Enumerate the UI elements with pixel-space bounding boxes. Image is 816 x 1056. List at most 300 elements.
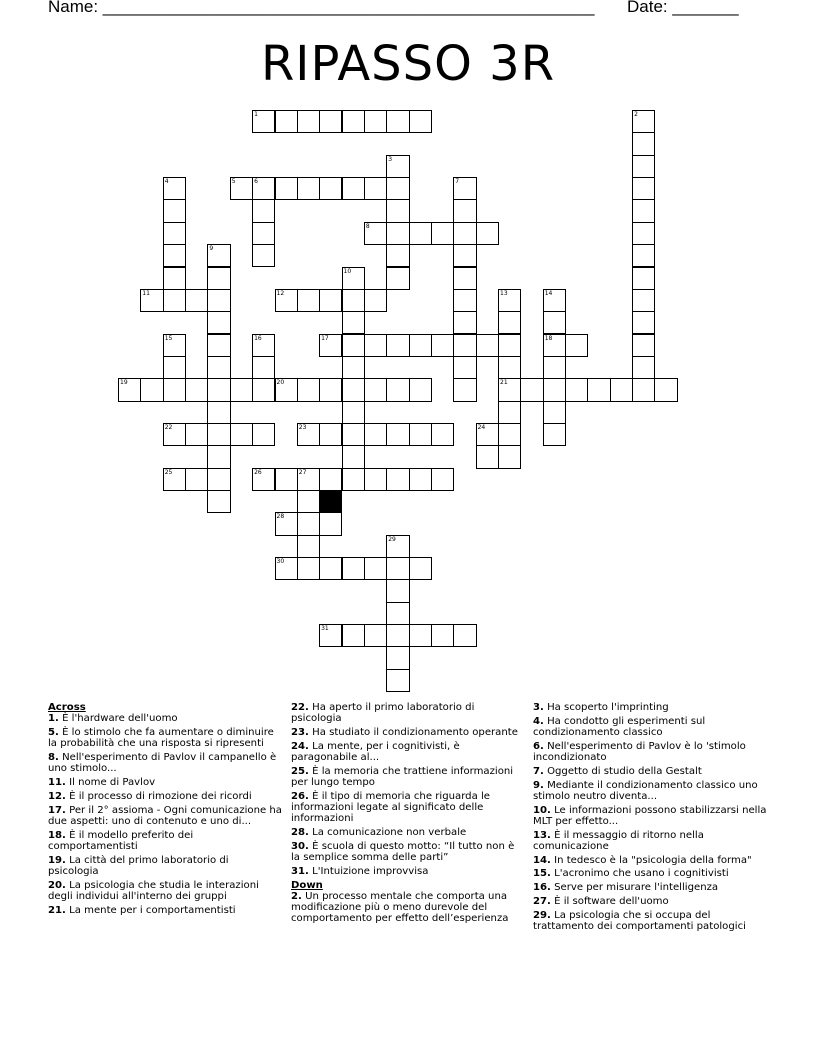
- crossword-cell[interactable]: [252, 468, 275, 491]
- crossword-cell[interactable]: [297, 423, 320, 446]
- crossword-cell[interactable]: [342, 468, 365, 491]
- clue-text: Ha aperto il primo laboratorio di psicologia: [291, 702, 475, 725]
- crossword-cell[interactable]: [587, 378, 610, 401]
- crossword-cell[interactable]: [409, 624, 432, 647]
- crossword-cell[interactable]: [453, 624, 476, 647]
- crossword-cell[interactable]: [453, 356, 476, 379]
- clue-text: Serve per misurare l'intelligenza: [554, 882, 719, 894]
- crossword-cell[interactable]: [409, 110, 432, 133]
- clue-number: 7.: [533, 765, 544, 777]
- crossword-cell[interactable]: [453, 289, 476, 312]
- crossword-cell[interactable]: [520, 378, 543, 401]
- clue-text: Ha scoperto l'imprinting: [547, 702, 669, 713]
- clue-number: 25: [164, 468, 173, 476]
- clue-text: L'Intuizione improvvisa: [312, 865, 429, 877]
- clue-number: 11.: [48, 777, 66, 788]
- clue-number: 6.: [533, 740, 544, 752]
- crossword-cell[interactable]: [342, 356, 365, 379]
- crossword-cell[interactable]: [163, 244, 186, 267]
- crossword-cell[interactable]: [297, 177, 320, 200]
- crossword-cell[interactable]: [543, 401, 566, 424]
- crossword-cell[interactable]: [543, 423, 566, 446]
- clue-item: [291, 791, 525, 825]
- crossword-cell[interactable]: [297, 512, 320, 535]
- crossword-cell[interactable]: [364, 557, 387, 580]
- crossword-cell[interactable]: [207, 468, 230, 491]
- clue-item: [48, 752, 282, 774]
- clue-item: [533, 855, 769, 866]
- clue-number: 22.: [291, 702, 309, 713]
- crossword-cell[interactable]: [364, 334, 387, 357]
- clue-number: 29: [388, 535, 396, 543]
- clue-text: È il modello preferito dei comportamentisti: [48, 829, 194, 852]
- clue-text: È lo stimolo che fa aumentare o diminuire la probabilità che una risposta si ripresenti: [48, 727, 274, 750]
- clue-text: È il processo di rimozione dei ricordi: [69, 790, 252, 802]
- crossword-cell[interactable]: [275, 468, 298, 491]
- crossword-cell[interactable]: [386, 468, 409, 491]
- crossword-cell[interactable]: [252, 222, 275, 245]
- crossword-cell[interactable]: [431, 423, 454, 446]
- crossword-cell[interactable]: [230, 423, 253, 446]
- crossword-cell[interactable]: [543, 378, 566, 401]
- clue-text: Nell'esperimento di Pavlov è lo 'stimolo incondizionato: [533, 740, 746, 763]
- crossword-cell[interactable]: [252, 378, 275, 401]
- crossword-cell[interactable]: [364, 177, 387, 200]
- crossword-cell[interactable]: [498, 334, 521, 357]
- clue-number: 19: [120, 379, 128, 387]
- crossword-cell[interactable]: [386, 624, 409, 647]
- crossword-cell[interactable]: [275, 512, 298, 535]
- crossword-cell[interactable]: [364, 289, 387, 312]
- crossword-cell[interactable]: [275, 557, 298, 580]
- crossword-cell[interactable]: [163, 177, 186, 200]
- clue-number: 28.: [291, 827, 309, 838]
- clue-text: La psicologia che si occupa del trattamento dei comportamenti patologici: [533, 909, 746, 932]
- crossword-cell[interactable]: [498, 423, 521, 446]
- crossword-cell[interactable]: [163, 423, 186, 446]
- clue-item: [291, 741, 525, 763]
- crossword-cell[interactable]: [319, 177, 342, 200]
- crossword-cell[interactable]: [543, 356, 566, 379]
- clue-number: 4: [164, 178, 169, 186]
- crossword-cell[interactable]: [386, 155, 409, 178]
- crossword-cell[interactable]: [297, 535, 320, 558]
- clue-item: [533, 716, 769, 738]
- crossword-cell[interactable]: [476, 445, 499, 468]
- clue-item: [291, 702, 525, 724]
- crossword-cell[interactable]: [163, 356, 186, 379]
- clue-item: [291, 866, 525, 877]
- clue-item: [48, 880, 282, 902]
- crossword-cell[interactable]: [543, 311, 566, 334]
- clue-item: [48, 791, 282, 802]
- clue-text: La città del primo laboratorio di psicologia: [48, 854, 229, 877]
- page-title: RIPASSO 3R: [260, 36, 556, 92]
- clue-number: 14.: [533, 854, 551, 866]
- crossword-cell[interactable]: [610, 378, 633, 401]
- crossword-cell[interactable]: [386, 199, 409, 222]
- crossword-cell[interactable]: [207, 311, 230, 334]
- crossword-cell[interactable]: [498, 378, 521, 401]
- crossword-cell[interactable]: [632, 267, 655, 290]
- crossword-cell[interactable]: [207, 334, 230, 357]
- crossword-cell[interactable]: [207, 267, 230, 290]
- clue-text: Ha condotto gli esperimenti sul condizionamento classico: [533, 715, 706, 738]
- clue-text: Oggetto di studio della Gestalt: [547, 765, 702, 777]
- crossword-cell[interactable]: [431, 222, 454, 245]
- crossword-cell[interactable]: [163, 334, 186, 357]
- clue-item: [533, 766, 769, 777]
- clue-number: 16.: [533, 882, 551, 894]
- crossword-cell[interactable]: [342, 110, 365, 133]
- crossword-cell[interactable]: [364, 624, 387, 647]
- clue-number: 8: [365, 222, 370, 230]
- crossword-cell[interactable]: [342, 177, 365, 200]
- clue-text: È il software dell'uomo: [554, 895, 669, 907]
- clue-text: Mediante il condizionamento classico uno stimolo neutro diventa...: [533, 779, 758, 802]
- crossword-cell[interactable]: [476, 334, 499, 357]
- clue-number: 20: [276, 379, 285, 387]
- crossword-cell[interactable]: [386, 557, 409, 580]
- clue-number: 1: [254, 111, 258, 118]
- clue-number: 20.: [48, 879, 66, 891]
- crossword-cell[interactable]: [498, 445, 521, 468]
- clue-item: [291, 841, 525, 863]
- clue-number: 31.: [291, 865, 309, 877]
- crossword-cell[interactable]: [297, 490, 320, 513]
- crossword-block: [319, 490, 342, 513]
- crossword-cell[interactable]: [252, 334, 275, 357]
- clue-number: 12.: [48, 790, 66, 802]
- clue-text: La comunicazione non verbale: [312, 827, 467, 838]
- crossword-cell[interactable]: [409, 334, 432, 357]
- crossword-cell[interactable]: [453, 177, 476, 200]
- crossword-cell[interactable]: [364, 423, 387, 446]
- down-heading: Down: [291, 879, 323, 891]
- crossword-cell[interactable]: [230, 177, 253, 200]
- clue-item: [533, 702, 769, 713]
- crossword-cell[interactable]: [543, 334, 566, 357]
- clue-number: 13: [500, 289, 508, 297]
- clue-number: 8.: [48, 752, 59, 763]
- crossword-cell[interactable]: [386, 110, 409, 133]
- crossword-cell[interactable]: [140, 289, 163, 312]
- crossword-cell[interactable]: [207, 401, 230, 424]
- crossword-cell[interactable]: [453, 267, 476, 290]
- crossword-cell[interactable]: [498, 311, 521, 334]
- crossword-cell[interactable]: [207, 445, 230, 468]
- clue-text: Ha studiato il condizionamento operante: [312, 727, 518, 738]
- clue-text: Nell'esperimento di Pavlov il campanello è uno stimolo...: [48, 752, 277, 775]
- crossword-cell[interactable]: [476, 423, 499, 446]
- clue-item: [291, 827, 525, 838]
- clue-number: 2.: [291, 890, 302, 902]
- crossword-cell[interactable]: [275, 110, 298, 133]
- crossword-cell[interactable]: [386, 267, 409, 290]
- crossword-cell[interactable]: [409, 378, 432, 401]
- crossword-cell[interactable]: [319, 378, 342, 401]
- clue-number: 7: [455, 178, 460, 186]
- crossword-cell[interactable]: [252, 423, 275, 446]
- clue-text: L'acronimo che usano i cognitivisti: [554, 868, 729, 880]
- clue-number: 10: [343, 267, 352, 275]
- crossword-cell[interactable]: [185, 289, 208, 312]
- crossword-cell[interactable]: [342, 557, 365, 580]
- crossword-cell[interactable]: [319, 624, 342, 647]
- crossword-cell[interactable]: [163, 468, 186, 491]
- crossword-cell[interactable]: [632, 356, 655, 379]
- clue-number: 12: [276, 289, 285, 297]
- clue-text: È la memoria che trattiene informazioni per lungo tempo: [291, 765, 514, 788]
- crossword-cell[interactable]: [498, 401, 521, 424]
- crossword-cell[interactable]: [632, 311, 655, 334]
- crossword-cell[interactable]: [565, 378, 588, 401]
- clue-number: 17.: [48, 804, 66, 816]
- crossword-cell[interactable]: [163, 267, 186, 290]
- clue-item: [533, 882, 769, 893]
- crossword-cell[interactable]: [275, 378, 298, 401]
- clue-text: Le informazioni possono stabilizzarsi nella MLT per effetto...: [533, 804, 767, 827]
- clue-number: 18.: [48, 829, 66, 841]
- crossword-cell[interactable]: [632, 177, 655, 200]
- crossword-cell[interactable]: [297, 557, 320, 580]
- crossword-cell[interactable]: [386, 378, 409, 401]
- crossword-cell[interactable]: [632, 155, 655, 178]
- crossword-cell[interactable]: [163, 378, 186, 401]
- date-field-label: Date: _______: [627, 0, 739, 16]
- clue-item: [48, 727, 282, 749]
- clue-text: Per il 2° assioma - Ogni comunicazione ha due aspetti: uno di contenuto e uno di...: [48, 804, 282, 827]
- crossword-cell[interactable]: [319, 423, 342, 446]
- crossword-cell[interactable]: [386, 222, 409, 245]
- crossword-cell[interactable]: [543, 289, 566, 312]
- crossword-cell[interactable]: [252, 356, 275, 379]
- clue-number: 3: [388, 155, 393, 163]
- clue-item: [48, 830, 282, 852]
- clue-item: [48, 855, 282, 877]
- crossword-cell[interactable]: [632, 378, 655, 401]
- crossword-cell[interactable]: [409, 222, 432, 245]
- crossword-cell[interactable]: [319, 289, 342, 312]
- clue-number: 23: [298, 423, 307, 431]
- clue-text: La mente per i comportamentisti: [69, 904, 236, 916]
- clue-number: 27: [298, 468, 307, 476]
- clue-number: 28: [276, 513, 285, 521]
- crossword-cell[interactable]: [453, 244, 476, 267]
- across-heading: Across: [48, 702, 86, 713]
- crossword-cell[interactable]: [453, 222, 476, 245]
- clue-item: [48, 805, 282, 827]
- crossword-cell[interactable]: [342, 445, 365, 468]
- clue-text: È l'hardware dell'uomo: [62, 713, 178, 725]
- crossword-cell[interactable]: [230, 378, 253, 401]
- crossword-cell[interactable]: [386, 646, 409, 669]
- crossword-cell[interactable]: [297, 289, 320, 312]
- name-field-label: Name: ____________________________________________________: [48, 0, 595, 16]
- crossword-cell[interactable]: [364, 468, 387, 491]
- crossword-cell[interactable]: [565, 334, 588, 357]
- crossword-cell[interactable]: [632, 110, 655, 133]
- crossword-cell[interactable]: [386, 602, 409, 625]
- crossword-cell[interactable]: [207, 356, 230, 379]
- clue-number: 21.: [48, 904, 66, 916]
- clue-text: La mente, per i cognitivisti, è paragonabile al...: [291, 740, 460, 763]
- crossword-cell[interactable]: [632, 199, 655, 222]
- crossword-cell[interactable]: [252, 199, 275, 222]
- crossword-cell[interactable]: [431, 468, 454, 491]
- clue-number: 21: [500, 379, 508, 387]
- clue-number: 30.: [291, 840, 309, 852]
- clue-text: La psicologia che studia le interazioni degli individui all'interno dei gruppi: [48, 879, 259, 902]
- crossword-cell[interactable]: [386, 423, 409, 446]
- clue-number: 17: [321, 334, 329, 342]
- clue-number: 4.: [533, 715, 544, 727]
- clue-number: 26: [254, 468, 262, 476]
- clue-item: [48, 905, 282, 916]
- clue-item: [533, 780, 769, 802]
- crossword-cell[interactable]: [207, 423, 230, 446]
- crossword-cell[interactable]: [252, 110, 275, 133]
- crossword-cell[interactable]: [297, 378, 320, 401]
- crossword-cell[interactable]: [319, 512, 342, 535]
- clue-item: [533, 805, 769, 827]
- crossword-cell[interactable]: [297, 110, 320, 133]
- crossword-cell[interactable]: [386, 334, 409, 357]
- clue-number: 9: [209, 245, 214, 253]
- crossword-cell[interactable]: [319, 110, 342, 133]
- crossword-cell[interactable]: [275, 289, 298, 312]
- clue-number: 5.: [48, 727, 59, 738]
- crossword-cell[interactable]: [431, 334, 454, 357]
- crossword-cell[interactable]: [342, 334, 365, 357]
- clue-number: 16: [254, 334, 262, 342]
- crossword-cell[interactable]: [632, 132, 655, 155]
- crossword-cell[interactable]: [118, 378, 141, 401]
- clue-item: [291, 727, 525, 738]
- crossword-cell[interactable]: [342, 624, 365, 647]
- clue-text: Il nome di Pavlov: [69, 777, 156, 788]
- clue-number: 15: [164, 334, 173, 342]
- crossword-cell[interactable]: [632, 334, 655, 357]
- crossword-cell[interactable]: [364, 378, 387, 401]
- crossword-cell[interactable]: [409, 423, 432, 446]
- crossword-cell[interactable]: [207, 244, 230, 267]
- crossword-cell[interactable]: [319, 334, 342, 357]
- crossword-cell[interactable]: [386, 535, 409, 558]
- clue-item: [48, 777, 282, 788]
- clue-number: 9.: [533, 779, 544, 791]
- clue-item: [48, 713, 282, 724]
- crossword-cell[interactable]: [207, 289, 230, 312]
- crossword-cell[interactable]: [140, 378, 163, 401]
- clue-number: 15.: [533, 868, 551, 880]
- crossword-cell[interactable]: [632, 222, 655, 245]
- clue-number: 23.: [291, 727, 309, 738]
- clues-column-2: [291, 702, 525, 927]
- clue-number: 3.: [533, 702, 544, 713]
- clue-number: 2: [634, 111, 638, 118]
- clue-number: 26.: [291, 790, 309, 802]
- clue-item: [533, 910, 769, 932]
- clue-number: 5: [231, 178, 236, 186]
- clue-item: [533, 896, 769, 907]
- crossword-cell[interactable]: [632, 289, 655, 312]
- clue-number: 19.: [48, 854, 66, 866]
- crossword-cell[interactable]: [275, 177, 298, 200]
- crossword-cell[interactable]: [342, 311, 365, 334]
- crossword-cell[interactable]: [364, 222, 387, 245]
- crossword-cell[interactable]: [453, 378, 476, 401]
- crossword-cell[interactable]: [319, 468, 342, 491]
- crossword-cell[interactable]: [453, 334, 476, 357]
- crossword-cell[interactable]: [297, 468, 320, 491]
- crossword-cell[interactable]: [409, 557, 432, 580]
- crossword-cell[interactable]: [185, 378, 208, 401]
- crossword-cell[interactable]: [252, 177, 275, 200]
- clue-number: 24.: [291, 740, 309, 752]
- clue-text: È il messaggio di ritorno nella comunicazione: [533, 829, 704, 852]
- crossword-cell[interactable]: [409, 468, 432, 491]
- clues-column-3: [533, 702, 769, 935]
- crossword-cell[interactable]: [342, 401, 365, 424]
- clue-number: 18: [544, 334, 553, 342]
- clue-text: In tedesco è la "psicologia della forma": [554, 854, 752, 866]
- crossword-cell[interactable]: [163, 199, 186, 222]
- crossword-cell[interactable]: [364, 110, 387, 133]
- crossword-cell[interactable]: [386, 177, 409, 200]
- clue-number: 31: [321, 625, 329, 633]
- clue-number: 25.: [291, 765, 309, 777]
- crossword-cell[interactable]: [185, 423, 208, 446]
- crossword-cell[interactable]: [207, 490, 230, 513]
- crossword-cell[interactable]: [252, 244, 275, 267]
- clue-number: 10.: [533, 804, 551, 816]
- crossword-cell[interactable]: [453, 311, 476, 334]
- crossword-cell[interactable]: [319, 557, 342, 580]
- crossword-cell[interactable]: [207, 378, 230, 401]
- crossword-cell[interactable]: [342, 289, 365, 312]
- crossword-cell[interactable]: [386, 579, 409, 602]
- crossword-cell[interactable]: [453, 199, 476, 222]
- crossword-cell[interactable]: [431, 624, 454, 647]
- crossword-cell[interactable]: [386, 244, 409, 267]
- crossword-cell[interactable]: [342, 378, 365, 401]
- crossword-cell[interactable]: [185, 468, 208, 491]
- crossword-cell[interactable]: [386, 669, 409, 692]
- clues-column-1: [48, 702, 282, 918]
- clue-text: Un processo mentale che comporta una modificazione più o meno durevole del comportamento per effetto dell’esperienza: [291, 890, 509, 925]
- crossword-cell[interactable]: [163, 222, 186, 245]
- clue-number: 22: [164, 423, 173, 431]
- clue-text: È scuola di questo motto: “Il tutto non è la semplice somma delle parti”: [291, 840, 515, 863]
- clue-number: 27.: [533, 895, 551, 907]
- clue-number: 24: [477, 423, 486, 431]
- crossword-cell[interactable]: [163, 289, 186, 312]
- clue-number: 14: [544, 289, 553, 297]
- crossword-cell[interactable]: [476, 222, 499, 245]
- clue-number: 13.: [533, 829, 551, 841]
- clue-item: [533, 830, 769, 852]
- crossword-cell[interactable]: [498, 289, 521, 312]
- crossword-cell[interactable]: [654, 378, 677, 401]
- clue-item: [533, 868, 769, 879]
- crossword-cell[interactable]: [632, 244, 655, 267]
- clue-number: 11: [142, 289, 150, 297]
- crossword-cell[interactable]: [342, 423, 365, 446]
- crossword-cell[interactable]: [498, 356, 521, 379]
- clue-item: [291, 891, 525, 925]
- crossword-cell[interactable]: [342, 267, 365, 290]
